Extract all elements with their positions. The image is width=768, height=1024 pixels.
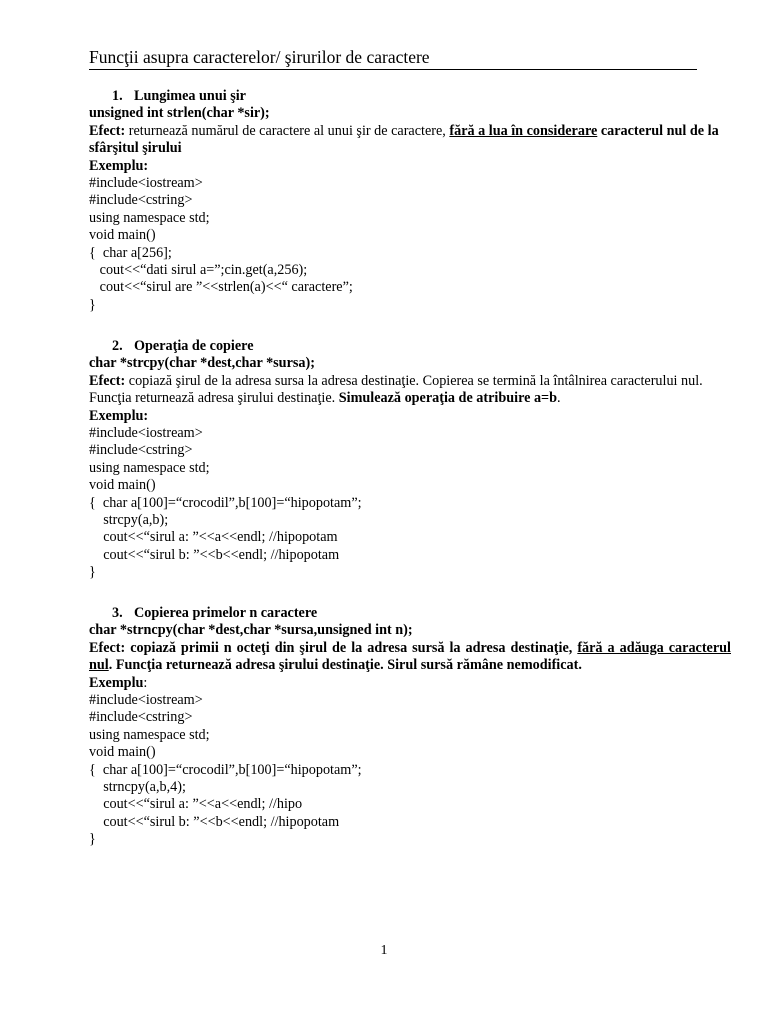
code-block bbox=[89, 175, 731, 314]
code-line: { char a[100]=“crocodil”,b[100]=“hipopotam”; bbox=[89, 761, 362, 778]
code-line: #include<iostream> bbox=[89, 175, 203, 192]
section-number: 2. bbox=[112, 338, 123, 354]
example-label-text: Exemplu bbox=[89, 674, 144, 691]
code-line: strcpy(a,b); bbox=[89, 512, 169, 529]
code-line: } bbox=[89, 564, 96, 581]
section-strcpy bbox=[89, 338, 731, 582]
section-number: 1. bbox=[112, 88, 123, 104]
code-line: using namespace std; bbox=[89, 459, 210, 476]
code-line: void main() bbox=[89, 744, 156, 761]
code-line: { char a[100]=“crocodil”,b[100]=“hipopotam”; bbox=[89, 494, 362, 511]
example-label-colon: : bbox=[143, 674, 148, 691]
effect-paragraph bbox=[89, 640, 731, 675]
code-line: } bbox=[89, 296, 96, 313]
section-heading-text: Operaţia de copiere bbox=[134, 338, 254, 354]
effect-label: Efect: bbox=[89, 372, 126, 389]
code-line: cout<<“sirul a: ”<<a<<endl; //hipo bbox=[89, 796, 303, 813]
effect-text: copiază şirul de la adresa sursa la adresa destinaţie. Copierea se termină la întâlnirea caracterului nul. Funcţia returnează adresa şirului destinaţie. bbox=[89, 372, 703, 407]
section-heading-text: Copierea primelor n caractere bbox=[134, 605, 318, 621]
effect-paragraph bbox=[89, 373, 731, 408]
code-line: strncpy(a,b,4); bbox=[89, 779, 186, 796]
code-block bbox=[89, 425, 731, 582]
code-line: } bbox=[89, 831, 96, 848]
section-number: 3. bbox=[112, 605, 123, 621]
effect-text: copiază primii n octeţi din şirul de la adresa sursă la adresa destinaţie, bbox=[125, 639, 578, 656]
page-number: 1 bbox=[380, 943, 388, 958]
code-line: using namespace std; bbox=[89, 726, 210, 743]
code-line: cout<<“sirul are ”<<strlen(a)<<“ caractere”; bbox=[89, 279, 353, 296]
code-line: #include<cstring> bbox=[89, 442, 193, 459]
example-label: Exemplu: bbox=[89, 407, 149, 424]
effect-label: Efect: bbox=[89, 122, 126, 139]
effect-underline: fără a adăuga caracterul nul bbox=[89, 639, 731, 674]
code-line: cout<<“sirul b: ”<<b<<endl; //hipopotam bbox=[89, 813, 340, 830]
function-signature: char *strncpy(char *dest,char *sursa,unsigned int n); bbox=[89, 622, 413, 639]
code-line: #include<cstring> bbox=[89, 709, 193, 726]
effect-bold: caracterul nul de la sfârşitul şirului bbox=[89, 122, 719, 157]
code-line: cout<<“dati sirul a=”;cin.get(a,256); bbox=[89, 262, 308, 279]
example-label bbox=[89, 675, 731, 692]
effect-text: returnează numărul de caractere al unui şir de caractere, bbox=[125, 122, 450, 139]
effect-paragraph bbox=[89, 123, 731, 158]
section-heading bbox=[89, 338, 731, 355]
code-line: #include<iostream> bbox=[89, 425, 203, 442]
code-line: #include<iostream> bbox=[89, 692, 203, 709]
code-line: { char a[256]; bbox=[89, 244, 172, 261]
code-line: cout<<“sirul b: ”<<b<<endl; //hipopotam bbox=[89, 546, 340, 563]
effect-underline: fără a lua în considerare bbox=[449, 122, 598, 139]
section-strlen bbox=[89, 88, 731, 314]
example-label: Exemplu: bbox=[89, 157, 149, 174]
section-strncpy bbox=[89, 605, 731, 849]
code-line: cout<<“sirul a: ”<<a<<endl; //hipopotam bbox=[89, 529, 338, 546]
section-heading bbox=[89, 88, 731, 105]
function-signature: char *strcpy(char *dest,char *sursa); bbox=[89, 355, 315, 372]
code-line: void main() bbox=[89, 477, 156, 494]
section-heading-text: Lungimea unui şir bbox=[134, 88, 246, 104]
code-line: using namespace std; bbox=[89, 209, 210, 226]
effect-bold: Simulează operaţia de atribuire a=b bbox=[338, 390, 558, 407]
effect-label: Efect: bbox=[89, 639, 126, 656]
section-heading bbox=[89, 605, 731, 622]
page-title: Funcţii asupra caracterelor/ şirurilor de caractere bbox=[89, 46, 697, 70]
code-line: void main() bbox=[89, 227, 156, 244]
effect-after: . Funcţia returnează adresa şirului destinaţie. Sirul sursă rămâne nemodificat. bbox=[108, 657, 582, 674]
code-block bbox=[89, 692, 731, 849]
function-signature: unsigned int strlen(char *sir); bbox=[89, 105, 270, 122]
code-line: #include<cstring> bbox=[89, 192, 193, 209]
effect-end: . bbox=[557, 390, 561, 407]
